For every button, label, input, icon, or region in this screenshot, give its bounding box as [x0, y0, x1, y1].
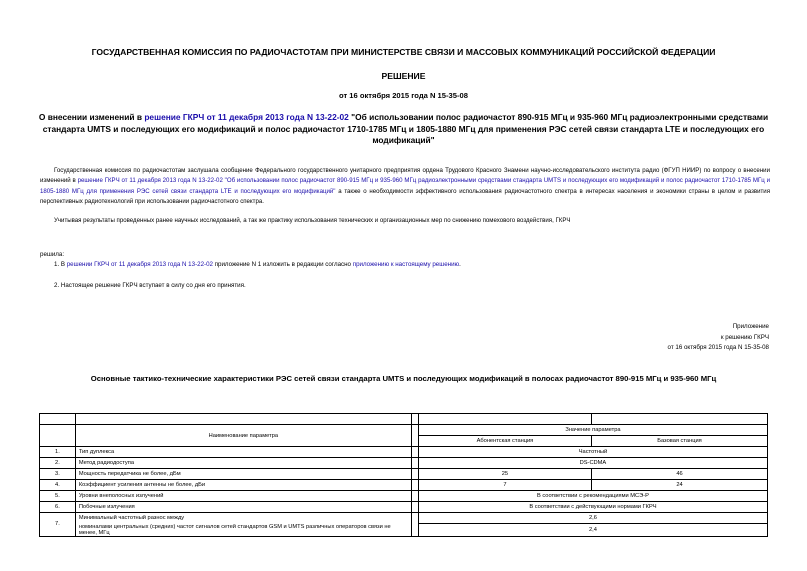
header-parameter-value: Значение параметра — [418, 425, 767, 436]
row-base-value: 46 — [591, 469, 767, 480]
row-parameter: Уровни внеполосных излучений — [75, 491, 411, 502]
document-title — [30, 112, 777, 147]
specifications-table — [39, 413, 768, 537]
row-parameter-continued: номиналами центральных (средних) частот сигналов сетей стандартов GSM и UMTS различных операторов связи не менее, МГц — [75, 524, 411, 537]
item-1-text-c: . — [459, 261, 461, 268]
row-parameter: Тип дуплекса — [75, 447, 411, 458]
row-number: 3. — [40, 469, 76, 480]
row-value: 2,6 — [418, 513, 767, 524]
row-value: 2,4 — [418, 524, 767, 537]
table-row — [40, 502, 768, 513]
table-row — [40, 491, 768, 502]
row-value: DS-CDMA — [418, 458, 767, 469]
header-parameter-name: Наименование параметра — [75, 425, 411, 447]
table-row — [40, 458, 768, 469]
paragraph-1-decision-link[interactable]: решение ГКРЧ от 11 декабря 2013 года N 13-22-02 "Об использовании полос радиочастот 890-915 МГц и 935-960 МГц радиоэлектронными средствами стандарта UMTS и последующих его модификаций и полос радиочастот 1710-1785 МГц и 1805-1880 МГц для применения РЭС сетей связи стандарта LTE и последующих его модификаций" — [40, 177, 771, 195]
organization-heading: ГОСУДАРСТВЕННАЯ КОМИССИЯ ПО РАДИОЧАСТОТАМ ПРИ МИНИСТЕРСТВЕ СВЯЗИ И МАССОВЫХ КОММУНИКАЦИЙ РОССИЙСКОЙ ФЕДЕРАЦИИ — [91, 47, 716, 57]
item-1-decision-link[interactable]: решении ГКРЧ от 11 декабря 2013 года N 13-22-02 — [66, 261, 213, 268]
table-row — [40, 480, 768, 491]
row-subscriber-value: 25 — [418, 469, 591, 480]
table-spacer-row — [40, 414, 768, 425]
row-number: 4. — [40, 480, 76, 491]
row-value: В соответствии с рекомендациями МСЭ-Р — [418, 491, 767, 502]
row-number: 1. — [40, 447, 76, 458]
table-title: Основные тактико-технические характеристики РЭС сетей связи стандарта UMTS и последующих модификаций в полосах радиочастот 890-915 МГц и 935-960 МГц — [90, 374, 717, 383]
item-1-text-b: приложение N 1 изложить в редакции согласно — [212, 261, 353, 268]
table-row — [40, 513, 768, 524]
row-value: Частотный — [418, 447, 767, 458]
document-date-number: от 16 октября 2015 года N 15-35-08 — [339, 91, 468, 100]
table-row — [40, 469, 768, 480]
row-parameter: Мощность передатчика не более, дБм — [75, 469, 411, 480]
row-value: В соответствии с действующими нормами ГКРЧ — [418, 502, 767, 513]
table-header-row — [40, 425, 768, 436]
paragraph-2-text: Учитывая результаты проведенных ранее научных исследований, а так же практику использования технических и организационных мер по снижению помехового воздействия, ГКРЧ — [54, 217, 571, 224]
paragraph-1-text-b: а также о необходимости эффективного использования радиочастотного спектра в интересах населения и экономики страны в целом и развития перспективных радиотехнологий при использовании радиочастотного спектра. — [40, 187, 770, 205]
decided-label: решила: — [40, 251, 65, 258]
title-prefix: О внесении изменений в — [38, 112, 145, 122]
item-1-text-a: 1. В — [54, 261, 67, 268]
table-row — [40, 447, 768, 458]
title-rest: "Об использовании полос радиочастот 890-915 МГц и 935-960 МГц радиоэлектронными средствами стандарта UMTS и последующих его модификаций и полос радиочастот 1710-1785 МГц и 1805-1880 МГц для применения РЭС сетей связи стандарта LTE и последующих его модификаций" — [42, 112, 769, 145]
paragraph-2 — [40, 216, 770, 226]
row-number: 6. — [40, 502, 76, 513]
item-1 — [54, 260, 461, 270]
row-parameter: Метод радиодоступа — [75, 458, 411, 469]
item-2: 2. Настоящее решение ГКРЧ вступает в силу со дня его принятия. — [54, 282, 246, 289]
paragraph-1-text-a: Государственная комиссия по радиочастотам заслушала сообщение Федерального государственного унитарного предприятия ордена Трудового Красного Знамени научно-исследовательского института радио (ФГУП НИИР) по вопросу о внесении изменений в — [40, 167, 770, 185]
row-parameter: Минимальный частотный разнос между — [75, 513, 411, 524]
header-subscriber-station: Абонентская станция — [418, 436, 591, 447]
title-decision-link[interactable]: решение ГКРЧ от 11 декабря 2013 года N 13-22-02 — [144, 112, 349, 122]
row-base-value: 24 — [591, 480, 767, 491]
document-type: РЕШЕНИЕ — [381, 71, 426, 81]
appendix-line-1: Приложение — [732, 323, 769, 330]
paragraph-1 — [40, 166, 770, 207]
appendix-line-3: от 16 октября 2015 года N 15-35-08 — [667, 344, 769, 351]
appendix-line-2: к решению ГКРЧ — [720, 333, 769, 341]
row-parameter: Побочные излучения — [75, 502, 411, 513]
row-number: 5. — [40, 491, 76, 502]
row-parameter: Коэффициент усиления антенны не более, дБи — [75, 480, 411, 491]
appendix-reference — [668, 322, 769, 354]
header-base-station: Базовая станция — [591, 436, 767, 447]
row-subscriber-value: 7 — [418, 480, 591, 491]
table-row — [40, 524, 768, 537]
row-number: 7. — [40, 513, 76, 537]
item-1-appendix-link[interactable]: приложению к настоящему решению — [352, 261, 460, 268]
row-number: 2. — [40, 458, 76, 469]
